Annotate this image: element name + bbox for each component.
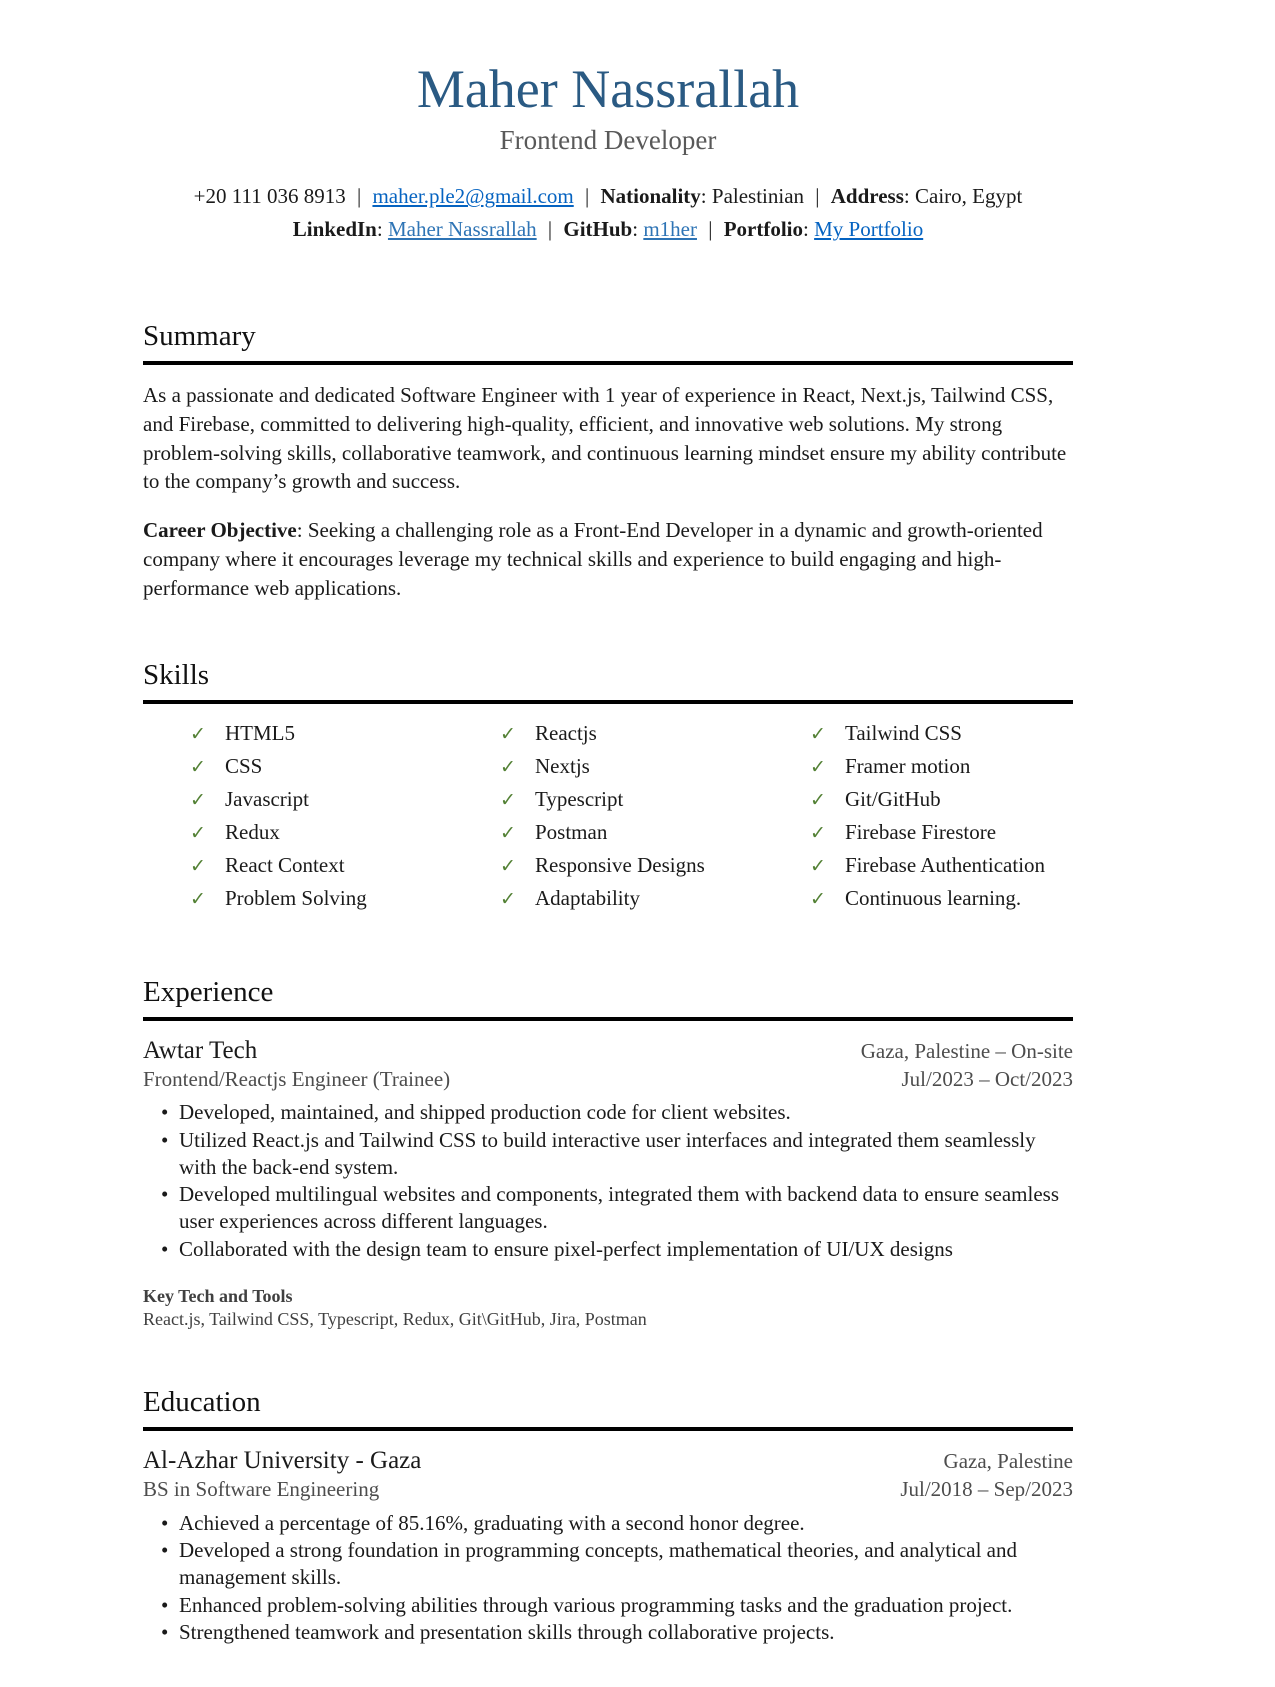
- school-name: Al-Azhar University - Gaza: [143, 1447, 422, 1475]
- separator: |: [815, 184, 820, 209]
- skill-item: [190, 755, 453, 779]
- skill-label: Problem Solving: [225, 885, 367, 910]
- skill-item: [810, 788, 1073, 812]
- contact-line-2: [143, 213, 1073, 246]
- check-icon: ✓: [190, 790, 206, 812]
- job-role: Frontend/Reactjs Engineer (Trainee): [143, 1066, 451, 1091]
- career-objective-text: : Seeking a challenging role as a Front-End Developer in a dynamic and growth-oriented company where it encourages leverage my technical skills and experience to build engaging and high-performance web applications.: [143, 518, 1043, 601]
- skill-label: Nextjs: [535, 754, 590, 779]
- summary-heading: Summary: [143, 320, 1073, 365]
- skills-section: [143, 659, 1073, 919]
- separator: |: [708, 217, 713, 242]
- skills-grid: [143, 722, 1073, 919]
- check-icon: ✓: [810, 888, 826, 910]
- check-icon: ✓: [190, 823, 206, 845]
- skill-item: [810, 722, 1073, 746]
- skill-item: [500, 722, 763, 746]
- education-entry-header: [143, 1445, 1073, 1476]
- check-icon: ✓: [190, 724, 206, 746]
- candidate-name: Maher Nassrallah: [416, 59, 800, 119]
- key-tech-list: React.js, Tailwind CSS, Typescript, Redux, Git\GitHub, Jira, Postman: [143, 1309, 647, 1330]
- github-link[interactable]: m1her: [643, 217, 697, 242]
- school-location: Gaza, Palestine: [943, 1449, 1073, 1474]
- skill-label: Responsive Designs: [535, 852, 705, 877]
- colon: :: [700, 184, 707, 209]
- skills-column-3: [763, 722, 1073, 919]
- experience-entry-header: [143, 1035, 1073, 1066]
- check-icon: ✓: [810, 724, 826, 746]
- github-label: GitHub: [563, 217, 633, 242]
- summary-body: [143, 381, 1073, 604]
- address-value: Cairo, Egypt: [915, 184, 1023, 209]
- check-icon: ✓: [500, 790, 516, 812]
- education-bullet: • Achieved a percentage of 85.16%, graduating with a second honor degree.: [143, 1510, 1073, 1537]
- experience-bullet: • Utilized React.js and Tailwind CSS to build interactive user interfaces and integrated them seamlessly with the back-end system.: [143, 1127, 1073, 1180]
- check-icon: ✓: [190, 888, 206, 910]
- experience-bullet: • Developed, maintained, and shipped production code for client websites.: [143, 1099, 1073, 1126]
- company-location: Gaza, Palestine – On-site: [860, 1038, 1073, 1063]
- separator: |: [584, 184, 590, 209]
- skill-label: Javascript: [225, 787, 309, 812]
- contact-line-1: [143, 180, 1073, 213]
- skill-label: Git/GitHub: [845, 787, 941, 812]
- skill-item: [190, 788, 453, 812]
- skill-label: Firebase Firestore: [845, 820, 997, 845]
- summary-section: [143, 320, 1073, 604]
- colon: :: [632, 217, 639, 242]
- email-link[interactable]: maher.ple2@gmail.com: [372, 184, 574, 209]
- education-entry: [143, 1445, 1073, 1646]
- candidate-title: Frontend Developer: [499, 125, 717, 156]
- check-icon: ✓: [810, 823, 826, 845]
- summary-paragraph: As a passionate and dedicated Software Engineer with 1 year of experience in React, Next.js, Tailwind CSS, and Firebase, committed to delivering high-quality, efficient, and innovative web solutions. My strong problem-solving skills, collaborative teamwork, and continuous learning mindset ensure my ability contribute to the company’s growth and success.: [143, 382, 1067, 494]
- education-bullet: • Strengthened teamwork and presentation skills through collaborative projects.: [143, 1619, 1073, 1646]
- skill-item: [810, 755, 1073, 779]
- skill-label: CSS: [225, 754, 263, 779]
- skill-item: [500, 887, 763, 911]
- career-objective: [143, 516, 1073, 603]
- experience-entry: [143, 1035, 1073, 1330]
- education-bullet: • Enhanced problem-solving abilities through various programming tasks and the graduation project.: [143, 1592, 1073, 1619]
- phone-number: +20 111 036 8913: [193, 184, 346, 209]
- skills-column-2: [453, 722, 763, 919]
- colon: :: [903, 184, 910, 209]
- skill-label: Redux: [225, 820, 280, 845]
- skill-label: Tailwind CSS: [845, 721, 962, 746]
- separator: |: [547, 217, 553, 242]
- check-icon: ✓: [190, 855, 206, 877]
- address-label: Address: [830, 184, 904, 209]
- check-icon: ✓: [810, 790, 826, 812]
- experience-entry-subheader: [143, 1066, 1073, 1093]
- education-bullets: [143, 1510, 1073, 1646]
- check-icon: ✓: [810, 855, 826, 877]
- education-dates: Jul/2018 – Sep/2023: [900, 1477, 1073, 1502]
- nationality-label: Nationality: [600, 184, 701, 209]
- education-bullet: • Developed a strong foundation in programming concepts, mathematical theories, and analytical and management skills.: [143, 1537, 1073, 1590]
- education-heading: Education: [143, 1386, 1073, 1431]
- skill-label: Reactjs: [535, 721, 597, 746]
- separator: |: [356, 184, 362, 209]
- skills-heading: Skills: [143, 659, 1073, 704]
- education-section: [143, 1386, 1073, 1646]
- check-icon: ✓: [190, 757, 206, 779]
- skill-label: Framer motion: [845, 754, 971, 779]
- linkedin-link[interactable]: Maher Nassrallah: [387, 217, 537, 242]
- career-objective-label: Career Objective: [143, 518, 297, 543]
- skill-item: [190, 887, 453, 911]
- colon: :: [376, 217, 383, 242]
- check-icon: ✓: [810, 757, 826, 779]
- check-icon: ✓: [500, 855, 516, 877]
- nationality-value: Palestinian: [711, 184, 805, 209]
- experience-bullet: • Collaborated with the design team to ensure pixel-perfect implementation of UI/UX designs: [143, 1236, 1073, 1263]
- experience-section: [143, 976, 1073, 1330]
- skill-item: [500, 755, 763, 779]
- skill-label: Firebase Authentication: [845, 852, 1046, 877]
- key-tech-label: Key Tech and Tools: [143, 1286, 293, 1307]
- skill-label: Typescript: [535, 787, 624, 812]
- skill-label: Postman: [535, 820, 608, 845]
- check-icon: ✓: [500, 823, 516, 845]
- experience-bullets: [143, 1099, 1073, 1262]
- skill-label: Adaptability: [535, 885, 640, 910]
- skill-item: [190, 854, 453, 878]
- check-icon: ✓: [500, 757, 516, 779]
- skill-label: Continuous learning.: [845, 885, 1022, 910]
- skill-label: HTML5: [225, 721, 295, 746]
- degree-name: BS in Software Engineering: [143, 1477, 380, 1502]
- education-entry-subheader: [143, 1476, 1073, 1503]
- portfolio-link[interactable]: My Portfolio: [814, 217, 924, 242]
- skill-item: [810, 854, 1073, 878]
- colon: :: [803, 217, 809, 242]
- skills-column-1: [143, 722, 453, 919]
- contact-block: [143, 180, 1073, 245]
- skill-item: [810, 887, 1073, 911]
- check-icon: ✓: [500, 888, 516, 910]
- skill-item: [500, 854, 763, 878]
- experience-heading: Experience: [143, 976, 1073, 1021]
- linkedin-label: LinkedIn: [292, 217, 377, 242]
- company-name: Awtar Tech: [143, 1036, 258, 1064]
- experience-bullet: • Developed multilingual websites and components, integrated them with backend data to ensure seamless user experiences across different languages.: [143, 1181, 1073, 1234]
- skill-label: React Context: [225, 852, 345, 877]
- skill-item: [190, 722, 453, 746]
- key-tech-block: [143, 1286, 1073, 1330]
- skill-item: [500, 821, 763, 845]
- portfolio-label: Portfolio: [723, 217, 804, 242]
- skill-item: [500, 788, 763, 812]
- resume-header: [143, 58, 1073, 246]
- skill-item: [810, 821, 1073, 845]
- check-icon: ✓: [500, 724, 516, 746]
- skill-item: [190, 821, 453, 845]
- job-dates: Jul/2023 – Oct/2023: [901, 1066, 1073, 1091]
